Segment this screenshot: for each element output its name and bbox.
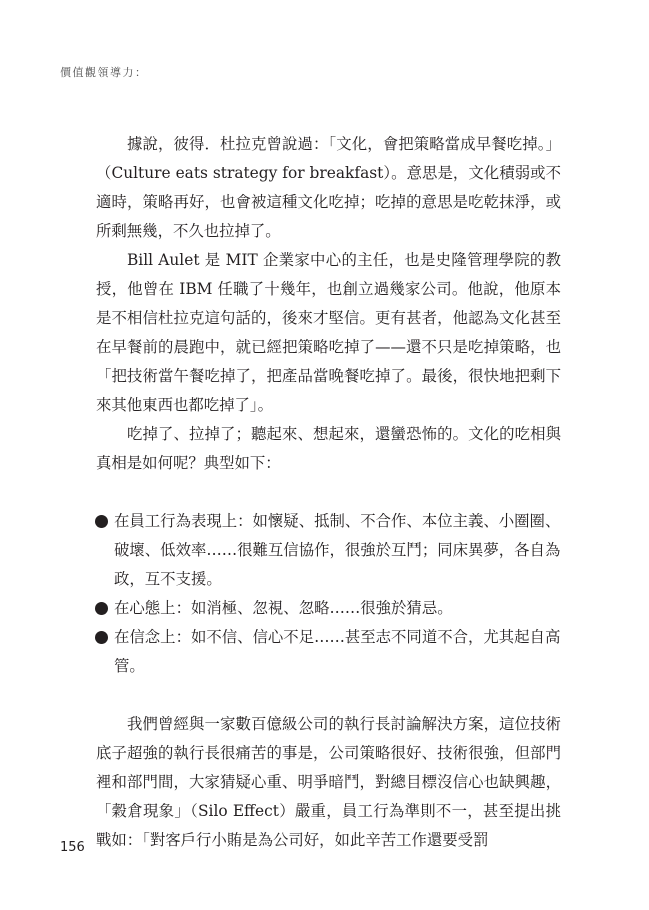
list-item-text: 在心態上：如消極、忽視、忽略……很強於猜忌。 <box>114 599 453 617</box>
page-number: 156 <box>60 840 85 855</box>
paragraph: 吃掉了、拉掉了；聽起來、想起來，還蠻恐怖的。文化的吃相與真相是如何呢？典型如下： <box>96 425 561 472</box>
list-item-text: 在員工行為表現上：如懷疑、抵制、不合作、本位主義、小圈圈、破壞、低效率……很難互信協作，很強於互鬥；同床異夢，各自為政，互不支援。 <box>114 512 561 588</box>
bullet-icon <box>95 515 108 528</box>
paragraph: 據說，彼得．杜拉克曾說過：「文化，會把策略當成早餐吃掉。」（Culture eats strategy for breakfast）。意思是，文化積弱或不適時，策略再好，也會被這種文化吃掉；吃掉的意思是吃乾抹淨，或所剩無幾，不久也拉掉了。 <box>96 135 561 240</box>
paragraph: 我們曾經與一家數百億級公司的執行長討論解決方案，這位技術底子超強的執行長很痛苦的事是，公司策略很好、技術很強，但部門裡和部門間，大家猜疑心重、明爭暗鬥，對總目標沒信心也缺興趣，「穀倉現象」（Silo Effect）嚴重，員工行為準則不一，甚至提出挑戰如：「對客戶行小賄是為公司好，如此辛苦工作還要受罰 <box>96 715 561 849</box>
section-spacer <box>96 681 561 710</box>
list-item <box>96 507 561 594</box>
list-item <box>96 623 561 681</box>
body-text <box>96 130 561 855</box>
list-item-text: 在信念上：如不信、信心不足……甚至志不同道不合，尤其起自高管。 <box>114 628 561 675</box>
list-item <box>96 594 561 623</box>
bullet-icon <box>95 602 108 615</box>
section-spacer <box>96 478 561 507</box>
bullet-list <box>96 507 561 681</box>
bullet-icon <box>95 631 108 644</box>
running-head: 價值觀領導力： <box>60 66 148 79</box>
paragraph: Bill Aulet 是 MIT 企業家中心的主任，也是史隆管理學院的教授，他曾在 IBM 任職了十幾年，也創立過幾家公司。他說，他原本是不相信杜拉克這句話的，後來才堅信。更有甚者，他認為文化甚至在早餐前的晨跑中，就已經把策略吃掉了——還不只是吃掉策略，也「把技術當午餐吃掉了，把產品當晚餐吃掉了。最後，很快地把剩下來其他東西也都吃掉了」。 <box>96 251 561 414</box>
